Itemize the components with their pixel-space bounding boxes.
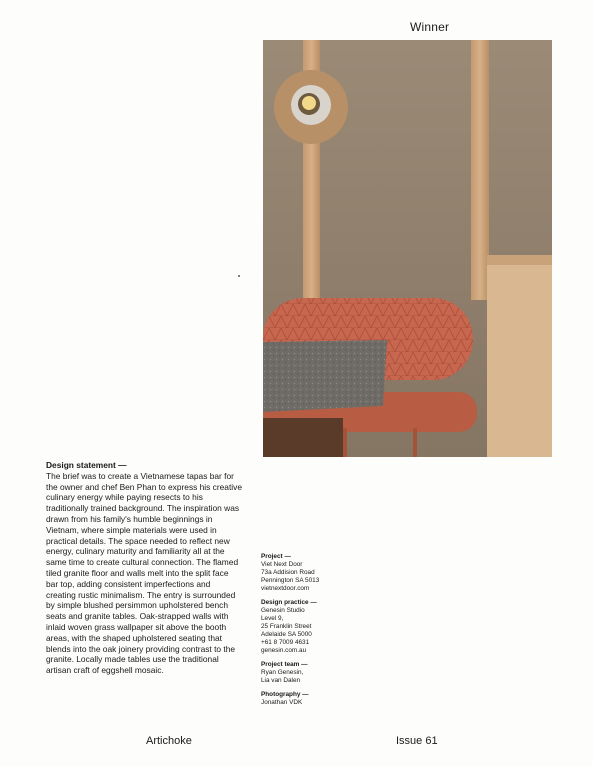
- interior-photo-graphic: [263, 40, 552, 457]
- design-statement: [46, 460, 242, 676]
- credit-line: Lia van Dalen: [261, 677, 301, 684]
- design-statement-heading: Design statement —: [46, 460, 127, 470]
- credit-heading: Project team —: [261, 661, 308, 668]
- credit-project: [261, 553, 411, 593]
- credit-heading: Photography —: [261, 691, 309, 698]
- project-credits: [261, 553, 411, 713]
- credit-phone: +61 8 7009 4631: [261, 639, 310, 646]
- credit-line: Viet Next Door: [261, 561, 303, 568]
- credit-heading: Design practice —: [261, 599, 317, 606]
- interior-photo: [263, 40, 552, 457]
- award-label: Winner: [410, 20, 450, 34]
- design-statement-body: The brief was to create a Vietnamese tapas bar for the owner and chef Ben Phan to express his creative culinary energy while paying resects to his traditionally trained background. The inspiration was drawn from his family's humble beginnings in Vietnam, where simple materials were used in practical details. The space needed to reflect new energy, culinary maturity and familiarity all at the same time to create cultural connection. The flamed tiled granite floor and walls melt into the split face bar top, adding consistent imperfections and creating rustic minimalism. The entry is surrounded by simple blushed persimmon upholstered bench seats and granite tables. Oak-strapped walls with inlaid woven grass wallpaper sit above the booth areas, with the shaped upholstered seating that blends into the oak joinery providing contrast to the granite. Locally made tables use the traditional artisan craft of eggshell mosaic.: [46, 470, 242, 676]
- credit-line: 25 Franklin Street: [261, 623, 312, 630]
- oak-joinery: [487, 255, 552, 457]
- credit-project-team: [261, 661, 411, 685]
- credit-link: genesin.com.au: [261, 647, 307, 654]
- credit-heading: Project —: [261, 553, 291, 560]
- credit-line: Pennington SA 5013: [261, 577, 320, 584]
- credit-photography: [261, 691, 411, 707]
- granite-table: [263, 340, 387, 412]
- credit-line: Ryan Genesin,: [261, 669, 304, 676]
- credit-design-practice: [261, 599, 411, 655]
- credit-line: 73a Addision Road: [261, 569, 315, 576]
- credit-line: Adelaide SA 5000: [261, 631, 312, 638]
- credit-link: vietnextdoor.com: [261, 585, 310, 592]
- foreground-chair: [263, 418, 343, 457]
- print-speck: [238, 275, 240, 277]
- credit-line: Level 9,: [261, 615, 284, 622]
- credit-line: Jonathan VDK: [261, 699, 303, 706]
- credit-line: Genesin Studio: [261, 607, 305, 614]
- oak-strap: [471, 40, 489, 300]
- issue-number: Issue 61: [396, 735, 438, 747]
- publication-name: Artichoke: [146, 735, 192, 747]
